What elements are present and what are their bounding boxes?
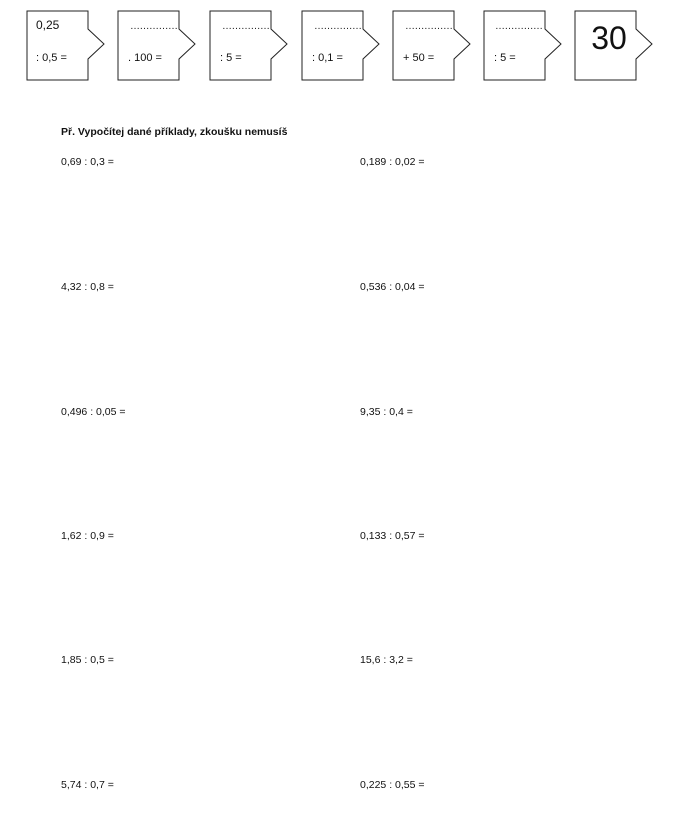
exercise-right-6: 0,225 : 0,55 = bbox=[360, 779, 425, 791]
chain-step-5-operation: + 50 = bbox=[403, 52, 435, 64]
exercise-left-5: 1,85 : 0,5 = bbox=[61, 654, 114, 666]
chain-frames bbox=[0, 0, 674, 90]
chain-result: 30 bbox=[591, 20, 627, 56]
exercise-left-4: 1,62 : 0,9 = bbox=[61, 530, 114, 542]
exercise-right-2: 0,536 : 0,04 = bbox=[360, 281, 425, 293]
chain-step-1-operation: : 0,5 = bbox=[36, 52, 67, 64]
chain-step-2-blank[interactable]: …………… bbox=[130, 21, 178, 32]
exercise-right-3: 9,35 : 0,4 = bbox=[360, 406, 413, 418]
chain-step-6-operation: : 5 = bbox=[494, 52, 516, 64]
chain-step-4-blank[interactable]: …………… bbox=[314, 21, 362, 32]
chain-step-2-operation: . 100 = bbox=[128, 52, 162, 64]
calculation-chain bbox=[0, 0, 674, 90]
chain-step-3-operation: : 5 = bbox=[220, 52, 242, 64]
exercise-left-6: 5,74 : 0,7 = bbox=[61, 779, 114, 791]
chain-step-6-blank[interactable]: …………… bbox=[495, 21, 543, 32]
chain-start-value: 0,25 bbox=[36, 18, 60, 32]
exercise-left-3: 0,496 : 0,05 = bbox=[61, 406, 126, 418]
chain-step-5-blank[interactable]: …………… bbox=[405, 21, 453, 32]
exercise-right-4: 0,133 : 0,57 = bbox=[360, 530, 425, 542]
exercise-right-1: 0,189 : 0,02 = bbox=[360, 156, 425, 168]
exercise-left-1: 0,69 : 0,3 = bbox=[61, 156, 114, 168]
exercise-instruction: Př. Vypočítej dané příklady, zkoušku nemusíš bbox=[61, 126, 288, 138]
chain-step-4-operation: : 0,1 = bbox=[312, 52, 343, 64]
exercise-left-2: 4,32 : 0,8 = bbox=[61, 281, 114, 293]
exercise-right-5: 15,6 : 3,2 = bbox=[360, 654, 413, 666]
chain-step-3-blank[interactable]: …………… bbox=[222, 21, 270, 32]
